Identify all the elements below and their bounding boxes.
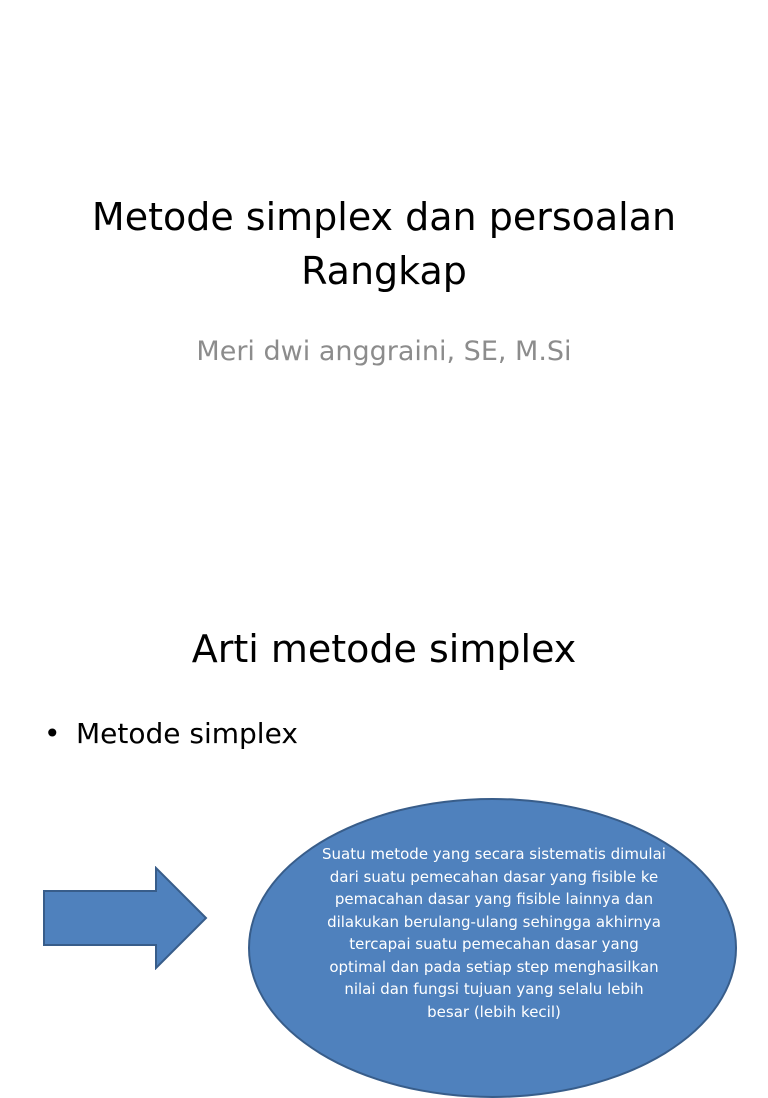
slide-1-subtitle: Meri dwi anggraini, SE, M.Si <box>196 336 572 367</box>
bullet-marker: • <box>44 717 61 750</box>
bullet-list <box>44 714 298 754</box>
bullet-item <box>44 714 298 754</box>
slide-2 <box>0 576 768 1024</box>
slide-2-title: Arti metode simplex <box>191 627 577 671</box>
definition-text: Suatu metode yang secara sistematis dimulai dari suatu pemecahan dasar yang fisible ke pemacahan dasar yang fisible lainnya dan dilakukan berulang-ulang sehingga akhirnya tercapai suatu pemecahan dasar yang optimal dan pada setiap step menghasilkan nilai dan fungsi tujuan yang selalu lebih besar (lebih kecil) <box>322 845 666 1021</box>
bullet-text: Metode simplex <box>76 717 298 750</box>
right-arrow-icon <box>42 866 208 970</box>
slide-1-title: Metode simplex dan persoalan Rangkap <box>91 195 677 293</box>
